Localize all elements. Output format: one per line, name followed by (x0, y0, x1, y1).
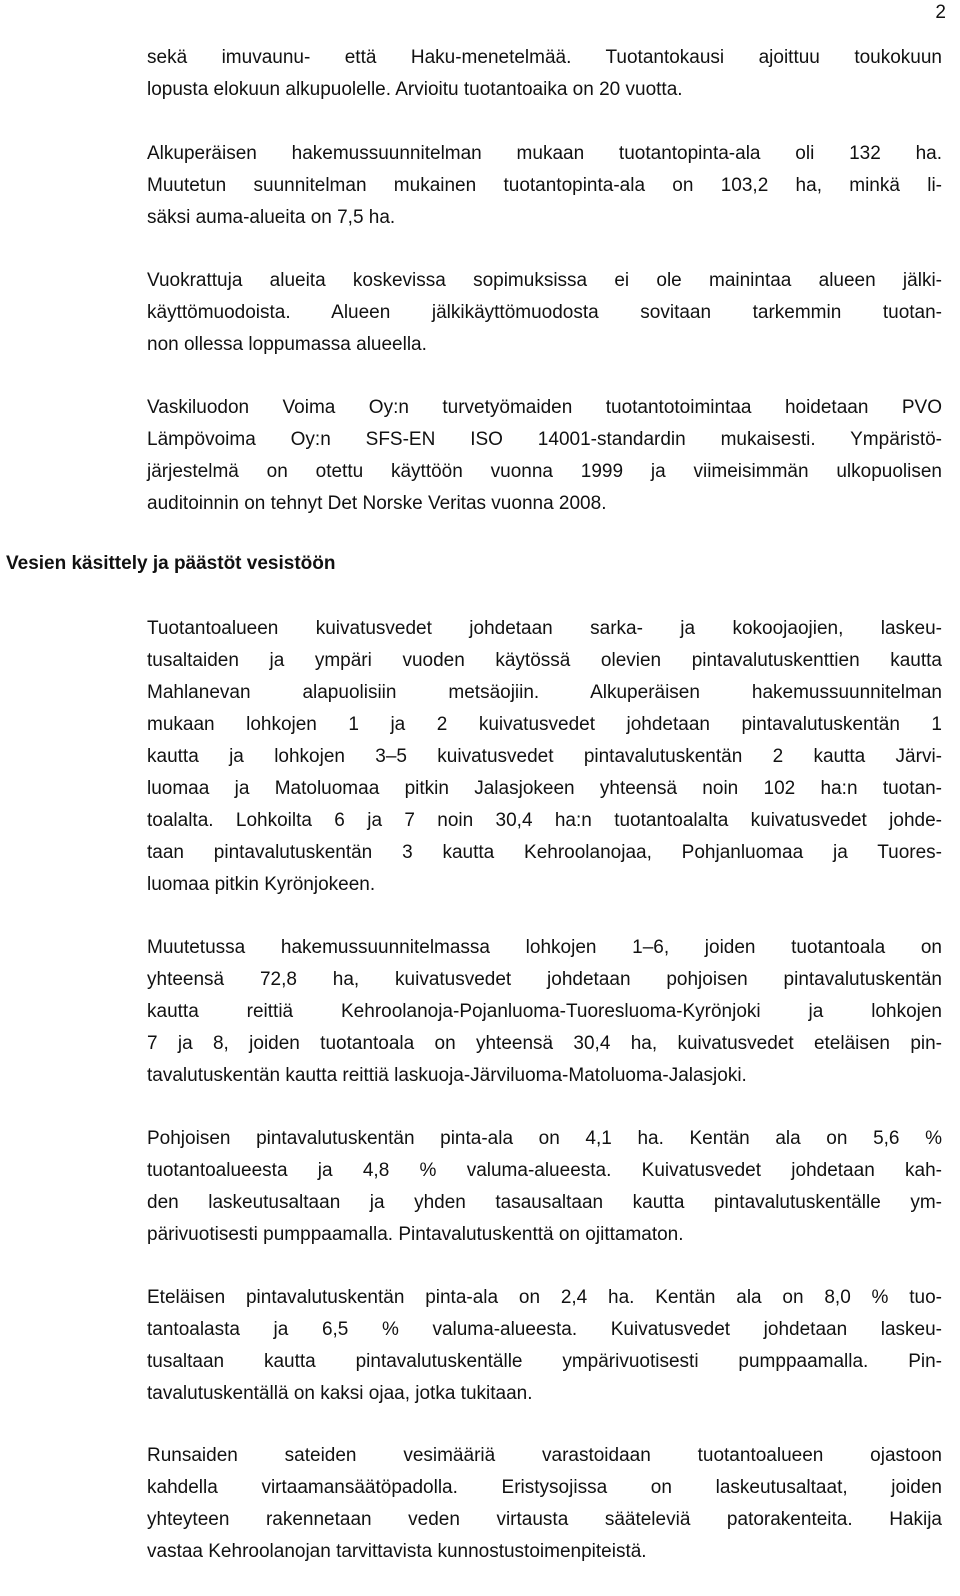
paragraph-line: den laskeutusaltaan ja yhden tasausaltaan kautta pintavalutuskentälle ym- (147, 1192, 942, 1213)
paragraph-line: auditoinnin on tehnyt Det Norske Veritas vuonna 2008. (147, 493, 607, 514)
paragraph (147, 138, 942, 234)
paragraph-line: luomaa ja Matoluomaa pitkin Jalasjokeen yhteensä noin 102 ha:n tuotan- (147, 778, 942, 799)
paragraph-line: Mahlanevan alapuolisiin metsäojiin. Alkuperäisen hakemussuunnitelman (147, 682, 942, 703)
paragraph-line: Runsaiden sateiden vesimääriä varastoidaan tuotantoalueen ojastoon (147, 1445, 942, 1466)
paragraph-line: tantoalasta ja 6,5 % valuma-alueesta. Kuivatusvedet johdetaan laskeu- (147, 1319, 942, 1340)
paragraph (147, 613, 942, 901)
paragraph-line: taan pintavalutuskentän 3 kautta Kehroolanojaa, Pohjanluomaa ja Tuores- (147, 842, 942, 863)
paragraph-line: järjestelmä on otettu käyttöön vuonna 1999 ja viimeisimmän ulkopuolisen (147, 461, 942, 482)
paragraph-line: Vuokrattuja alueita koskevissa sopimuksissa ei ole mainintaa alueen jälki- (147, 270, 942, 291)
paragraph-line: Eteläisen pintavalutuskentän pinta-ala on 2,4 ha. Kentän ala on 8,0 % tuo- (147, 1287, 942, 1308)
paragraph-line: tusaltaan kautta pintavalutuskentälle ympärivuotisesti pumppaamalla. Pin- (147, 1351, 942, 1372)
paragraph-line: luomaa pitkin Kyrönjokeen. (147, 874, 376, 895)
paragraph-line: pärivuotisesti pumppaamalla. Pintavalutuskenttä on ojittamaton. (147, 1224, 684, 1245)
paragraph-line: tavalutuskentällä on kaksi ojaa, jotka tukitaan. (147, 1383, 533, 1404)
paragraph-line: yhteensä 72,8 ha, kuivatusvedet johdetaan pohjoisen pintavalutuskentän (147, 969, 942, 990)
paragraph-line: lopusta elokuun alkupuolelle. Arvioitu tuotantoaika on 20 vuotta. (147, 79, 683, 100)
paragraph-line: 7 ja 8, joiden tuotantoala on yhteensä 30,4 ha, kuivatusvedet eteläisen pin- (147, 1033, 942, 1054)
paragraph-line: mukaan lohkojen 1 ja 2 kuivatusvedet johdetaan pintavalutuskentän 1 (147, 714, 942, 735)
paragraph (147, 42, 942, 106)
paragraph-line: Alkuperäisen hakemussuunnitelman mukaan tuotantopinta-ala oli 132 ha. (147, 143, 942, 164)
paragraph-line: yhteyteen rakennetaan veden virtausta sääteleviä patorakenteita. Hakija (147, 1509, 942, 1530)
paragraph-line: kahdella virtaamansäätöpadolla. Eristysojissa on laskeutusaltaat, joiden (147, 1477, 942, 1498)
paragraph (147, 392, 942, 520)
paragraph-line: Pohjoisen pintavalutuskentän pinta-ala on 4,1 ha. Kentän ala on 5,6 % (147, 1128, 942, 1149)
paragraph-line: Tuotantoalueen kuivatusvedet johdetaan sarka- ja kokoojaojien, laskeu- (147, 618, 942, 639)
paragraph-line: tusaltaiden ja ympäri vuoden käytössä olevien pintavalutuskenttien kautta (147, 650, 942, 671)
paragraph-line: toalalta. Lohkoilta 6 ja 7 noin 30,4 ha:n tuotantoalalta kuivatusvedet johde- (147, 810, 942, 831)
paragraph-line: Vaskiluodon Voima Oy:n turvetyömaiden tuotantotoimintaa hoidetaan PVO (147, 397, 942, 418)
paragraph (147, 1123, 942, 1251)
paragraph (147, 265, 942, 361)
paragraph (147, 932, 942, 1092)
paragraph (147, 1282, 942, 1410)
paragraph-line: sekä imuvaunu- että Haku-menetelmää. Tuotantokausi ajoittuu toukokuun (147, 47, 942, 68)
paragraph-line: Lämpövoima Oy:n SFS-EN ISO 14001-standardin mukaisesti. Ympäristö- (147, 429, 942, 450)
paragraph-line: tuotantoalueesta ja 4,8 % valuma-alueesta. Kuivatusvedet johdetaan kah- (147, 1160, 942, 1181)
paragraph-line: Muutetun suunnitelman mukainen tuotantopinta-ala on 103,2 ha, minkä li- (147, 175, 942, 196)
paragraph-line: tavalutuskentän kautta reittiä laskuoja-Järviluoma-Matoluoma-Jalasjoki. (147, 1065, 747, 1086)
paragraph-line: kautta reittiä Kehroolanoja-Pojanluoma-Tuoresluoma-Kyrönjoki ja lohkojen (147, 1001, 942, 1022)
page-number: 2 (935, 2, 946, 23)
paragraph-line: non ollessa loppumassa alueella. (147, 334, 427, 355)
paragraph-line: käyttömuodoista. Alueen jälkikäyttömuodosta sovitaan tarkemmin tuotan- (147, 302, 942, 323)
section-heading: Vesien käsittely ja päästöt vesistöön (6, 553, 336, 574)
paragraph-line: kautta ja lohkojen 3–5 kuivatusvedet pintavalutuskentän 2 kautta Järvi- (147, 746, 942, 767)
paragraph (147, 1440, 942, 1568)
paragraph-line: vastaa Kehroolanojan tarvittavista kunnostustoimenpiteistä. (147, 1541, 647, 1562)
paragraph-line: säksi auma-alueita on 7,5 ha. (147, 207, 396, 228)
paragraph-line: Muutetussa hakemussuunnitelmassa lohkojen 1–6, joiden tuotantoala on (147, 937, 942, 958)
